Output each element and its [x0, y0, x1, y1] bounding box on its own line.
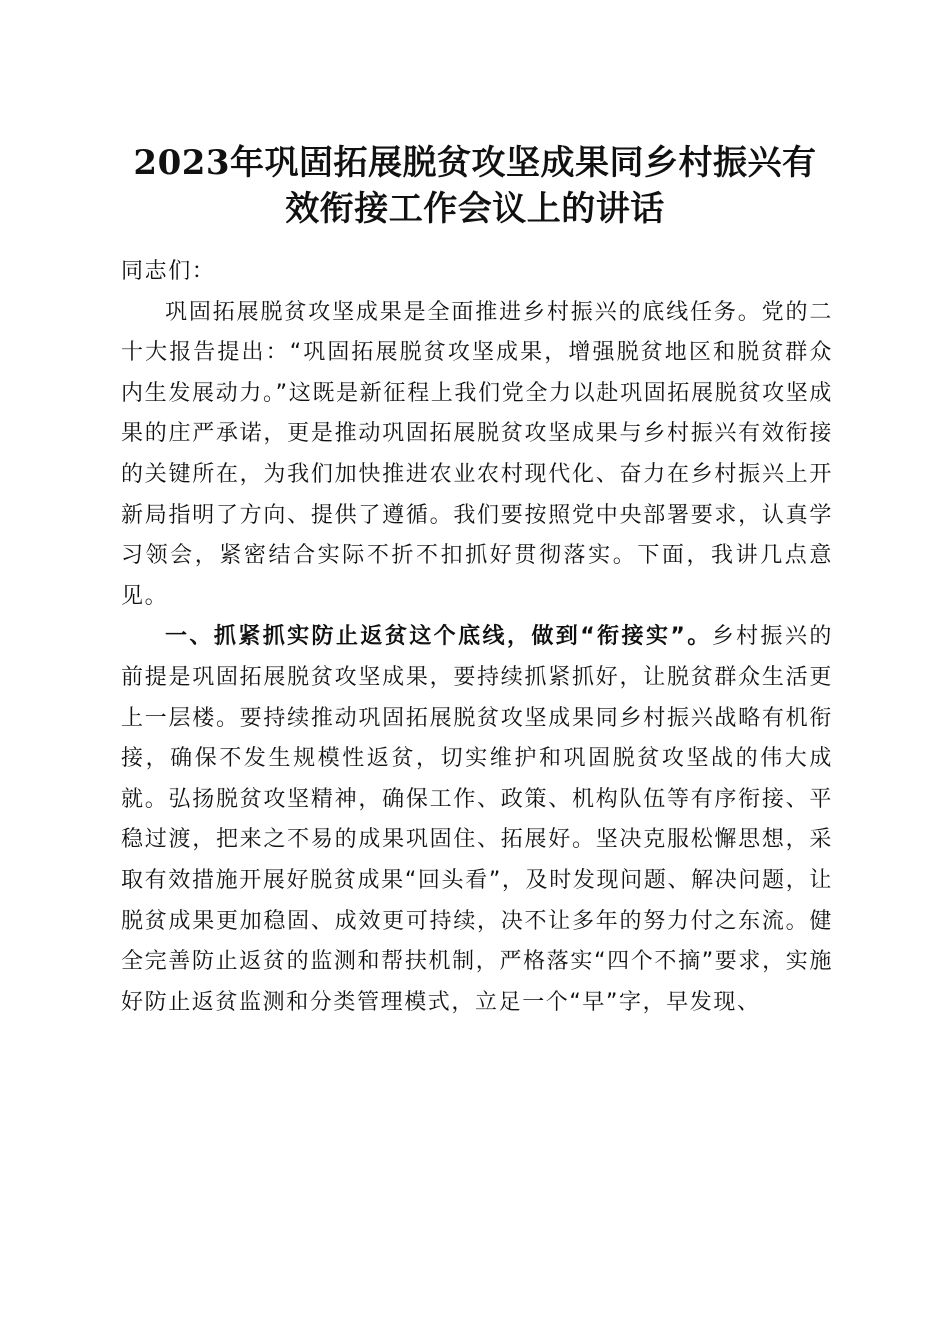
- title-line-2: 效衔接工作会议上的讲话: [285, 189, 665, 229]
- title-line-1: 2023年巩固拓展脱贫攻坚成果同乡村振兴有: [133, 143, 817, 183]
- section-1-heading: 一、抓紧抓实防止返贫这个底线，做到“衔接实”。: [165, 624, 712, 650]
- paragraph-section-1: [121, 617, 833, 1023]
- salutation: 同志们：: [121, 259, 216, 284]
- document-title: [110, 140, 840, 232]
- document-body: [121, 252, 833, 1023]
- section-1-body: 乡村振兴的前提是巩固拓展脱贫攻坚成果，要持续抓紧抓好，让脱贫群众生活更上一层楼。要持续推动巩固拓展脱贫攻坚成果同乡村振兴战略有机衔接，确保不发生规模性返贫，切实维护和巩固脱贫攻坚战的伟大成就。弘扬脱贫攻坚精神，确保工作、政策、机构队伍等有序衔接、平稳过渡，把来之不易的成果巩固住、拓展好。坚决克服松懈思想，采取有效措施开展好脱贫成果“回头看”，及时发现问题、解决问题，让脱贫成果更加稳固、成效更可持续，决不让多年的努力付之东流。健全完善防止返贫的监测和帮扶机制，严格落实“四个不摘”要求，实施好防止返贫监测和分类管理模式，立足一个“早”字，早发现、: [121, 624, 833, 1015]
- paragraph-intro: 巩固拓展脱贫攻坚成果是全面推进乡村振兴的底线任务。党的二十大报告提出：“巩固拓展脱贫攻坚成果，增强脱贫地区和脱贫群众内生发展动力。”这既是新征程上我们党全力以赴巩固拓展脱贫攻坚成果的庄严承诺，更是推动巩固拓展脱贫攻坚成果与乡村振兴有效衔接的关键所在，为我们加快推进农业农村现代化、奋力在乡村振兴上开新局指明了方向、提供了遵循。我们要按照党中央部署要求，认真学习领会，紧密结合实际不折不扣抓好贯彻落实。下面，我讲几点意见。: [121, 299, 833, 609]
